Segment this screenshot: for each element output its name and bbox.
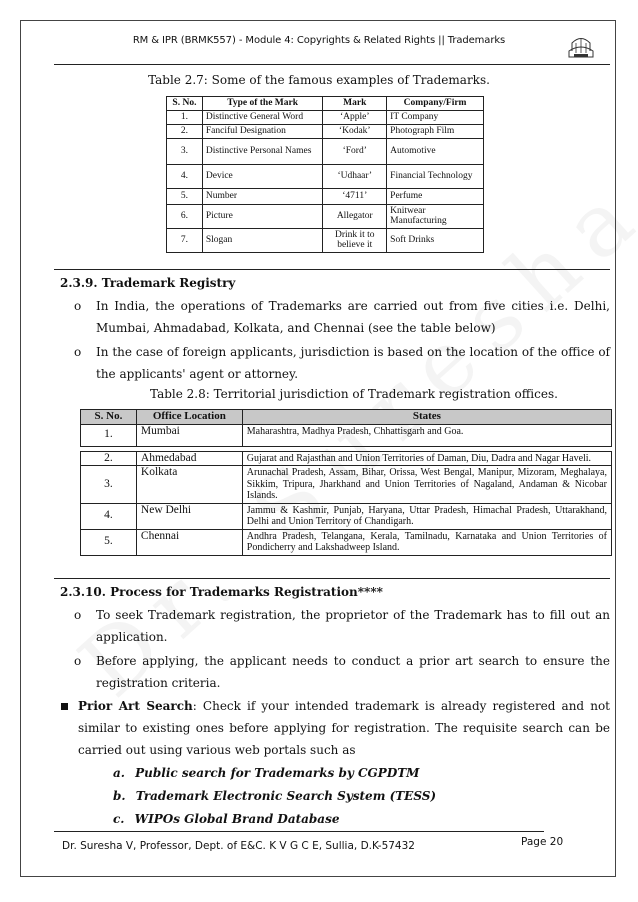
cell-type: Distinctive Personal Names — [202, 138, 322, 164]
cell-company: Soft Drinks — [387, 228, 484, 252]
portal-name: Public search for Trademarks by CGPDTM — [135, 766, 420, 780]
cell-mark: ‘Apple’ — [323, 110, 387, 124]
column-header: Company/Firm — [387, 97, 484, 111]
bullet-mark: o — [74, 608, 82, 622]
cell-sno: 7. — [167, 228, 203, 252]
cell-company: IT Company — [387, 110, 484, 124]
cell-type: Fanciful Designation — [202, 124, 322, 138]
cell-type: Picture — [202, 204, 322, 228]
section-rule — [54, 269, 610, 270]
table-row — [81, 529, 612, 555]
table-row — [81, 424, 612, 446]
cell-company: Knitwear Manufacturing — [387, 204, 484, 228]
cell-sno: 2. — [81, 451, 137, 466]
cell-company: Perfume — [387, 188, 484, 204]
cell-states: Andhra Pradesh, Telangana, Kerala, Tamilnadu, Karnataka and Union Territories of Pondicherry and Lakshadweep Island. — [242, 529, 611, 555]
column-header: Mark — [323, 97, 387, 111]
table-row — [167, 124, 484, 138]
cell-states: Maharashtra, Madhya Pradesh, Chhattisgarh and Goa. — [242, 424, 611, 446]
table-row — [167, 138, 484, 164]
cell-type: Number — [202, 188, 322, 204]
cell-sno: 1. — [167, 110, 203, 124]
table-row — [167, 228, 484, 252]
list-item-text: In India, the operations of Trademarks are carried out from five cities i.e. Delhi, Mumbai, Ahmadabad, Kolkata, and Chennai (see the table below) — [96, 299, 610, 335]
cell-sno: 2. — [167, 124, 203, 138]
list-item-text: In the case of foreign applicants, jurisdiction is based on the location of the office of the applicants' agent or attorney. — [96, 345, 610, 381]
cell-sno: 3. — [167, 138, 203, 164]
cell-office: Chennai — [136, 529, 242, 555]
bullet-mark: o — [74, 654, 82, 668]
cell-office: Kolkata — [136, 466, 242, 504]
cell-office: New Delhi — [136, 503, 242, 529]
section-title-2-3-10: 2.3.10. Process for Trademarks Registration**** — [60, 585, 383, 599]
cell-mark: ‘Udhaar’ — [323, 164, 387, 188]
cell-states: Jammu & Kashmir, Punjab, Haryana, Uttar Pradesh, Himachal Pradesh, Uttarakhand, Delhi and Union Territory of Chandigarh. — [242, 503, 611, 529]
list-item — [74, 341, 610, 385]
prior-art-label: Prior Art Search — [78, 699, 193, 713]
section-title-2-3-9: 2.3.9. Trademark Registry — [60, 276, 236, 290]
section-rule — [54, 578, 610, 579]
cell-mark: ‘4711’ — [323, 188, 387, 204]
trademark-examples-table — [166, 96, 484, 253]
table-row — [167, 110, 484, 124]
portal-letter: a. — [113, 766, 125, 780]
table-header-row — [81, 410, 612, 425]
table-header-row — [167, 97, 484, 111]
footer-author: Dr. Suresha V, Professor, Dept. of E&C. K V G C E, Sullia, D.K-57432 — [62, 840, 415, 852]
square-bullet-icon — [61, 703, 68, 710]
portal-item — [113, 766, 419, 780]
list-item — [74, 604, 610, 648]
cell-mark: Allegator — [323, 204, 387, 228]
portal-name: WIPOs Global Brand Database — [134, 812, 340, 826]
cell-type: Slogan — [202, 228, 322, 252]
cell-type: Device — [202, 164, 322, 188]
registration-offices-table — [80, 409, 612, 556]
bullet-mark: o — [74, 345, 82, 359]
table-row — [81, 503, 612, 529]
table-row — [167, 164, 484, 188]
portal-letter: c. — [113, 812, 125, 826]
cell-sno: 5. — [81, 529, 137, 555]
list-item — [74, 650, 610, 694]
portal-name: Trademark Electronic Search System (TESS) — [135, 789, 437, 803]
cell-company: Photograph Film — [387, 124, 484, 138]
column-header: S. No. — [81, 410, 137, 425]
cell-sno: 4. — [81, 503, 137, 529]
column-header: Office Location — [136, 410, 242, 425]
portal-item — [113, 812, 339, 826]
column-header: S. No. — [167, 97, 203, 111]
cell-sno: 1. — [81, 424, 137, 446]
cell-office: Mumbai — [136, 424, 242, 446]
table-row — [167, 204, 484, 228]
table-row — [167, 188, 484, 204]
table-2-7-caption: Table 2.7: Some of the famous examples of Trademarks. — [148, 73, 490, 87]
list-item — [74, 295, 610, 339]
table-2-8-caption: Table 2.8: Territorial jurisdiction of Trademark registration offices. — [150, 387, 558, 401]
footer-rule — [54, 831, 544, 832]
cell-sno: 3. — [81, 466, 137, 504]
list-item-text: Before applying, the applicant needs to conduct a prior art search to ensure the registration criteria. — [96, 654, 610, 690]
cell-type: Distinctive General Word — [202, 110, 322, 124]
cell-sno: 6. — [167, 204, 203, 228]
header-rule — [54, 64, 610, 65]
cell-sno: 4. — [167, 164, 203, 188]
prior-art-paragraph — [78, 695, 610, 761]
cell-mark: ‘Kodak’ — [323, 124, 387, 138]
list-item-text: To seek Trademark registration, the proprietor of the Trademark has to fill out an application. — [96, 608, 610, 644]
cell-states: Arunachal Pradesh, Assam, Bihar, Orissa, West Bengal, Manipur, Mizoram, Meghalaya, Sikkim, Tripura, Jharkhand and Union Territories of Nagaland, Andaman & Nicobar Islands. — [242, 466, 611, 504]
table-row — [81, 451, 612, 466]
cell-office: Ahmedabad — [136, 451, 242, 466]
portal-item — [113, 789, 436, 803]
prior-art-text: : Check if your intended trademark is already registered and not similar to existing ones before applying for registration. The requisite search can be carried out using various web portals such as — [78, 699, 610, 757]
cell-states: Gujarat and Rajasthan and Union Territories of Daman, Diu, Dadra and Nagar Haveli. — [242, 451, 611, 466]
cell-mark: Drink it to believe it — [323, 228, 387, 252]
table-row — [81, 466, 612, 504]
bullet-mark: o — [74, 299, 82, 313]
cell-company: Financial Technology — [387, 164, 484, 188]
running-header: RM & IPR (BRMK557) - Module 4: Copyrights & Related Rights || Trademarks — [132, 35, 506, 46]
column-header: States — [242, 410, 611, 425]
page-number: Page 20 — [521, 836, 564, 848]
cell-sno: 5. — [167, 188, 203, 204]
college-seal-icon — [566, 31, 596, 61]
cell-company: Automotive — [387, 138, 484, 164]
portal-letter: b. — [113, 789, 126, 803]
column-header: Type of the Mark — [202, 97, 322, 111]
cell-mark: ‘Ford’ — [323, 138, 387, 164]
